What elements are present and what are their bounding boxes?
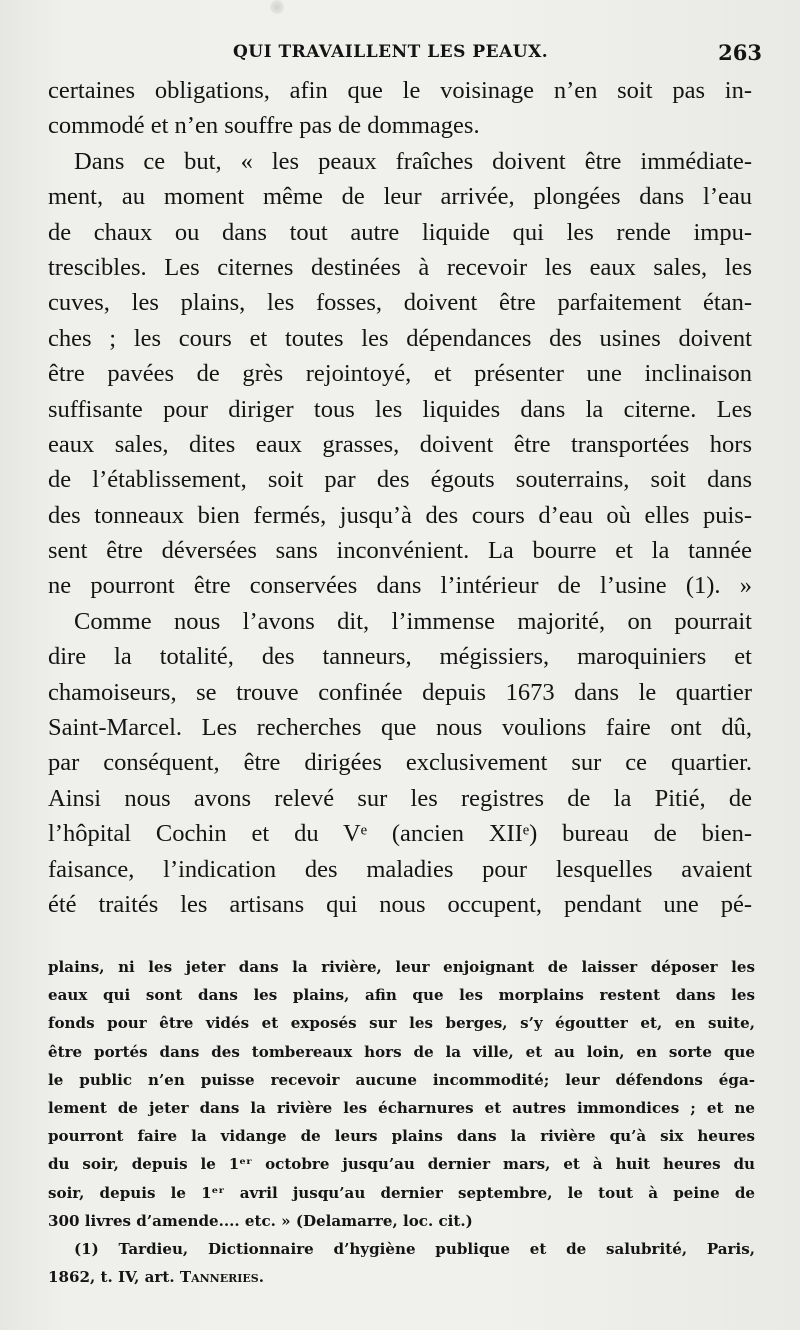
text-line: commodé et n’en souffre pas de dommages. <box>48 112 480 140</box>
footnotes <box>48 953 755 1291</box>
text-line: trescibles. Les citernes destinées à recevoir les eaux sales, les <box>48 253 752 281</box>
text-line: sent être déversées sans inconvénient. La bourre et la tannée <box>48 537 752 565</box>
text-line: Comme nous l’avons dit, l’immense majorité, on pourrait <box>74 607 752 635</box>
footnote-line: lement de jeter dans la rivière les écharnures et autres immondices ; et ne <box>48 1098 755 1117</box>
running-head: QUI TRAVAILLENT LES PEAUX. <box>233 42 549 62</box>
text-line: des tonneaux bien fermés, jusqu’à des cours d’eau où elles puis- <box>48 501 752 529</box>
text-line: certaines obligations, afin que le voisinage n’en soit pas in- <box>48 77 752 104</box>
text-line: Saint-Marcel. Les recherches que nous voulions faire ont dû, <box>48 714 752 742</box>
reference-note-article: Tanneries. <box>179 1268 264 1287</box>
text-line: eaux sales, dites eaux grasses, doivent être transportées hors <box>48 430 752 458</box>
paper-stain <box>270 0 284 14</box>
text-line: ne pourront être conservées dans l’intérieur de l’usine (1). » <box>48 572 752 600</box>
footnote-line: fonds pour être vidés et exposés sur les berges, s’y égoutter et, en suite, <box>48 1014 755 1033</box>
text-line: être pavées de grès rejointoyé, et présenter une inclinaison <box>48 360 752 388</box>
text-line: été traités les artisans qui nous occupent, pendant une pé- <box>48 890 752 918</box>
text-line: Dans ce but, « les peaux fraîches doivent être immédiate- <box>74 147 752 175</box>
footnote-line: eaux qui sont dans les plains, afin que les morplains restent dans les <box>48 986 755 1005</box>
footnote-line: plains, ni les jeter dans la rivière, leur enjoignant de laisser déposer les <box>48 958 755 976</box>
text-line: cuves, les plains, les fosses, doivent être parfaitement étan- <box>48 289 752 317</box>
page-header <box>48 38 762 68</box>
text-line: ches ; les cours et toutes les dépendances des usines doivent <box>48 324 752 352</box>
reference-note-prefix: 1862, t. IV, art. <box>48 1268 180 1287</box>
text-line: l’hôpital Cochin et du Vᵉ (ancien XIIᵉ) bureau de bien- <box>48 820 752 848</box>
reference-note-line <box>48 1263 755 1291</box>
footnote-line: soir, depuis le 1ᵉʳ avril jusqu’au dernier septembre, le tout à peine de <box>48 1183 755 1202</box>
text-line: de l’établissement, soit par des égouts souterrains, soit dans <box>48 466 752 494</box>
text-line: dire la totalité, des tanneurs, mégissiers, maroquiniers et <box>48 643 752 671</box>
text-line: chamoiseurs, se trouve confinée depuis 1673 dans le quartier <box>48 678 752 706</box>
reference-note-line: (1) Tardieu, Dictionnaire d’hygiène publique et de salubrité, Paris, <box>74 1239 755 1258</box>
footnote-line: du soir, depuis le 1ᵉʳ octobre jusqu’au dernier mars, et à huit heures du <box>48 1155 755 1174</box>
text-line: faisance, l’indication des maladies pour lesquelles avaient <box>48 855 752 883</box>
text-line: ment, au moment même de leur arrivée, plongées dans l’eau <box>48 183 752 211</box>
text-line: Ainsi nous avons relevé sur les registres de la Pitié, de <box>48 784 752 812</box>
text-line: par conséquent, être dirigées exclusivement sur ce quartier. <box>48 749 752 777</box>
footnote-line: pourront faire la vidange de leurs plains dans la rivière qu’à six heures <box>48 1127 755 1146</box>
text-line: de chaux ou dans tout autre liquide qui les rende impu- <box>48 218 752 246</box>
footnote-line: être portés dans des tombereaux hors de la ville, et au loin, en sorte que <box>48 1042 755 1061</box>
main-text <box>48 73 752 922</box>
page-number: 263 <box>718 40 762 65</box>
footnote-line: le public n’en puisse recevoir aucune incommodité; leur défendons éga- <box>48 1070 755 1089</box>
footnote-line: 300 livres d’amende.... etc. » (Delamarre, loc. cit.) <box>48 1211 473 1230</box>
text-line: suffisante pour diriger tous les liquides dans la citerne. Les <box>48 395 752 423</box>
